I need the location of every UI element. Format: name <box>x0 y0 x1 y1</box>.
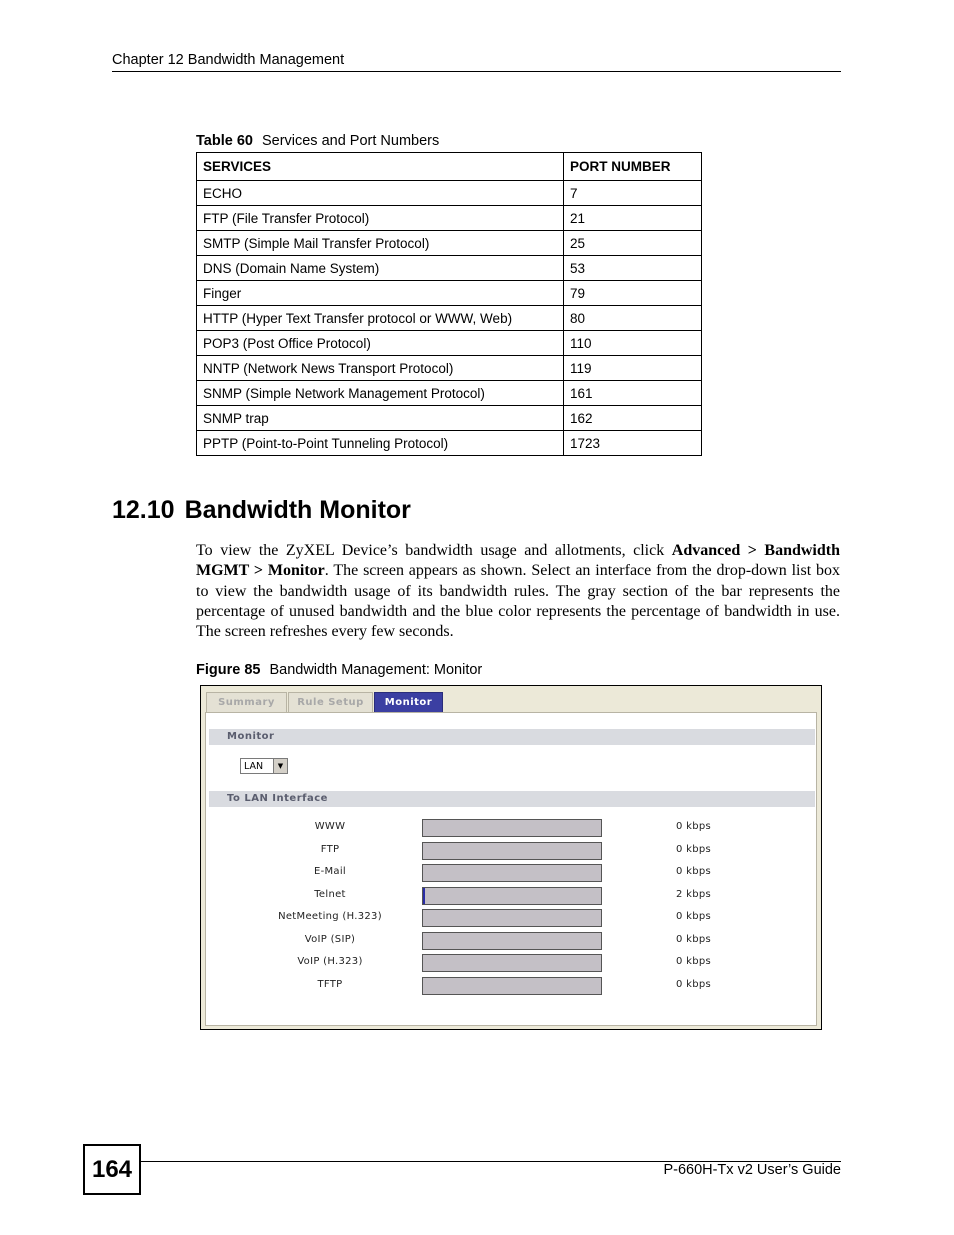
figure-caption <box>196 662 482 678</box>
rule-bandwidth-value: 0 kbps <box>676 821 712 832</box>
chevron-down-icon[interactable]: ▼ <box>273 759 287 773</box>
bandwidth-bar <box>422 909 602 927</box>
port-cell: 1723 <box>564 431 702 456</box>
rule-label: NetMeeting (H.323) <box>278 911 382 922</box>
body-paragraph <box>196 541 840 642</box>
chapter-header: Chapter 12 Bandwidth Management <box>112 52 345 68</box>
monitor-panel <box>205 712 817 1026</box>
table-caption <box>196 133 439 149</box>
section-number: 12.10 <box>112 496 175 524</box>
bandwidth-bar <box>422 842 602 860</box>
service-cell: PPTP (Point-to-Point Tunneling Protocol) <box>197 431 564 456</box>
body-text-rest: . The screen appears as shown. Select an interface from the drop-down list box to view the bandwidth usage of its bandwidth rules. The gray section of the bar represents the percentage of unused bandwidth and the blue color represents the percentage of bandwidth in use. The screen refreshes every few seconds. <box>196 562 841 641</box>
service-cell: SNMP (Simple Network Management Protocol) <box>197 381 564 406</box>
body-text-intro: To view the ZyXEL Device’s bandwidth usage and allotments, click <box>196 542 672 559</box>
tab-monitor[interactable]: Monitor <box>374 692 443 712</box>
column-header-port: PORT NUMBER <box>564 153 702 181</box>
table-row <box>197 331 702 356</box>
rule-bandwidth-value: 0 kbps <box>676 843 712 855</box>
port-cell: 7 <box>564 181 702 206</box>
service-cell: SNMP trap <box>197 406 564 431</box>
service-cell: Finger <box>197 281 564 306</box>
body-text-menu-path: Advanced > Bandwidth MGMT > Monitor <box>196 542 841 580</box>
service-cell: POP3 (Post Office Protocol) <box>197 331 564 356</box>
monitor-heading: Monitor <box>209 729 815 745</box>
page-number: 164 <box>83 1144 141 1195</box>
service-cell: DNS (Domain Name System) <box>197 256 564 281</box>
header-rule <box>112 71 841 72</box>
bandwidth-bar-fill <box>423 888 425 904</box>
bandwidth-bar <box>422 864 602 882</box>
section-title <box>112 496 411 525</box>
table-label: Table 60 <box>196 133 253 149</box>
figure-label: Figure 85 <box>196 662 261 678</box>
rule-label: E-Mail <box>313 866 347 877</box>
service-cell: HTTP (Hyper Text Transfer protocol or WWW, Web) <box>197 306 564 331</box>
table-title: Services and Port Numbers <box>261 133 440 149</box>
interface-heading: To LAN Interface <box>209 791 815 807</box>
table-row <box>197 306 702 331</box>
rule-bandwidth-value: 0 kbps <box>676 978 712 990</box>
tab-summary[interactable]: Summary <box>206 692 287 712</box>
table-row <box>197 256 702 281</box>
rule-bandwidth-value: 0 kbps <box>676 866 712 877</box>
table-row <box>197 231 702 256</box>
rule-label: WWW <box>314 821 346 832</box>
table-row <box>197 381 702 406</box>
section-heading: Bandwidth Monitor <box>184 496 411 524</box>
port-cell: 21 <box>564 206 702 231</box>
rule-bandwidth-value: 0 kbps <box>676 933 712 945</box>
table-row <box>197 181 702 206</box>
bandwidth-bar <box>422 819 602 837</box>
table-row <box>197 206 702 231</box>
port-cell: 79 <box>564 281 702 306</box>
bandwidth-bar <box>422 977 602 995</box>
table-row <box>197 356 702 381</box>
port-cell: 53 <box>564 256 702 281</box>
column-header-services: SERVICES <box>197 153 564 181</box>
port-cell: 162 <box>564 406 702 431</box>
rule-label: FTP <box>320 843 340 855</box>
guide-name: P-660H-Tx v2 User’s Guide <box>663 1162 841 1178</box>
service-cell: NNTP (Network News Transport Protocol) <box>197 356 564 381</box>
interface-select[interactable] <box>240 758 288 774</box>
table-row <box>197 406 702 431</box>
rule-label: VoIP (H.323) <box>297 956 363 967</box>
port-cell: 110 <box>564 331 702 356</box>
service-cell: SMTP (Simple Mail Transfer Protocol) <box>197 231 564 256</box>
interface-select-value: LAN <box>244 761 264 772</box>
table-header-row <box>197 153 702 181</box>
port-cell: 80 <box>564 306 702 331</box>
port-cell: 25 <box>564 231 702 256</box>
bandwidth-bar <box>422 887 602 905</box>
service-cell: ECHO <box>197 181 564 206</box>
rule-bandwidth-value: 0 kbps <box>676 956 712 967</box>
tab-rule-setup[interactable]: Rule Setup <box>288 692 373 712</box>
rule-bandwidth-value: 2 kbps <box>676 888 712 900</box>
rule-label: TFTP <box>317 978 343 990</box>
monitor-screenshot <box>200 685 822 1030</box>
port-cell: 119 <box>564 356 702 381</box>
table-row <box>197 281 702 306</box>
bandwidth-bar <box>422 954 602 972</box>
rule-label: Telnet <box>314 888 346 900</box>
rule-label: VoIP (SIP) <box>304 933 356 945</box>
service-cell: FTP (File Transfer Protocol) <box>197 206 564 231</box>
rule-bandwidth-value: 0 kbps <box>676 911 712 922</box>
table-row <box>197 431 702 456</box>
services-table <box>196 152 702 456</box>
figure-title: Bandwidth Management: Monitor <box>269 662 483 678</box>
bandwidth-bar <box>422 932 602 950</box>
port-cell: 161 <box>564 381 702 406</box>
